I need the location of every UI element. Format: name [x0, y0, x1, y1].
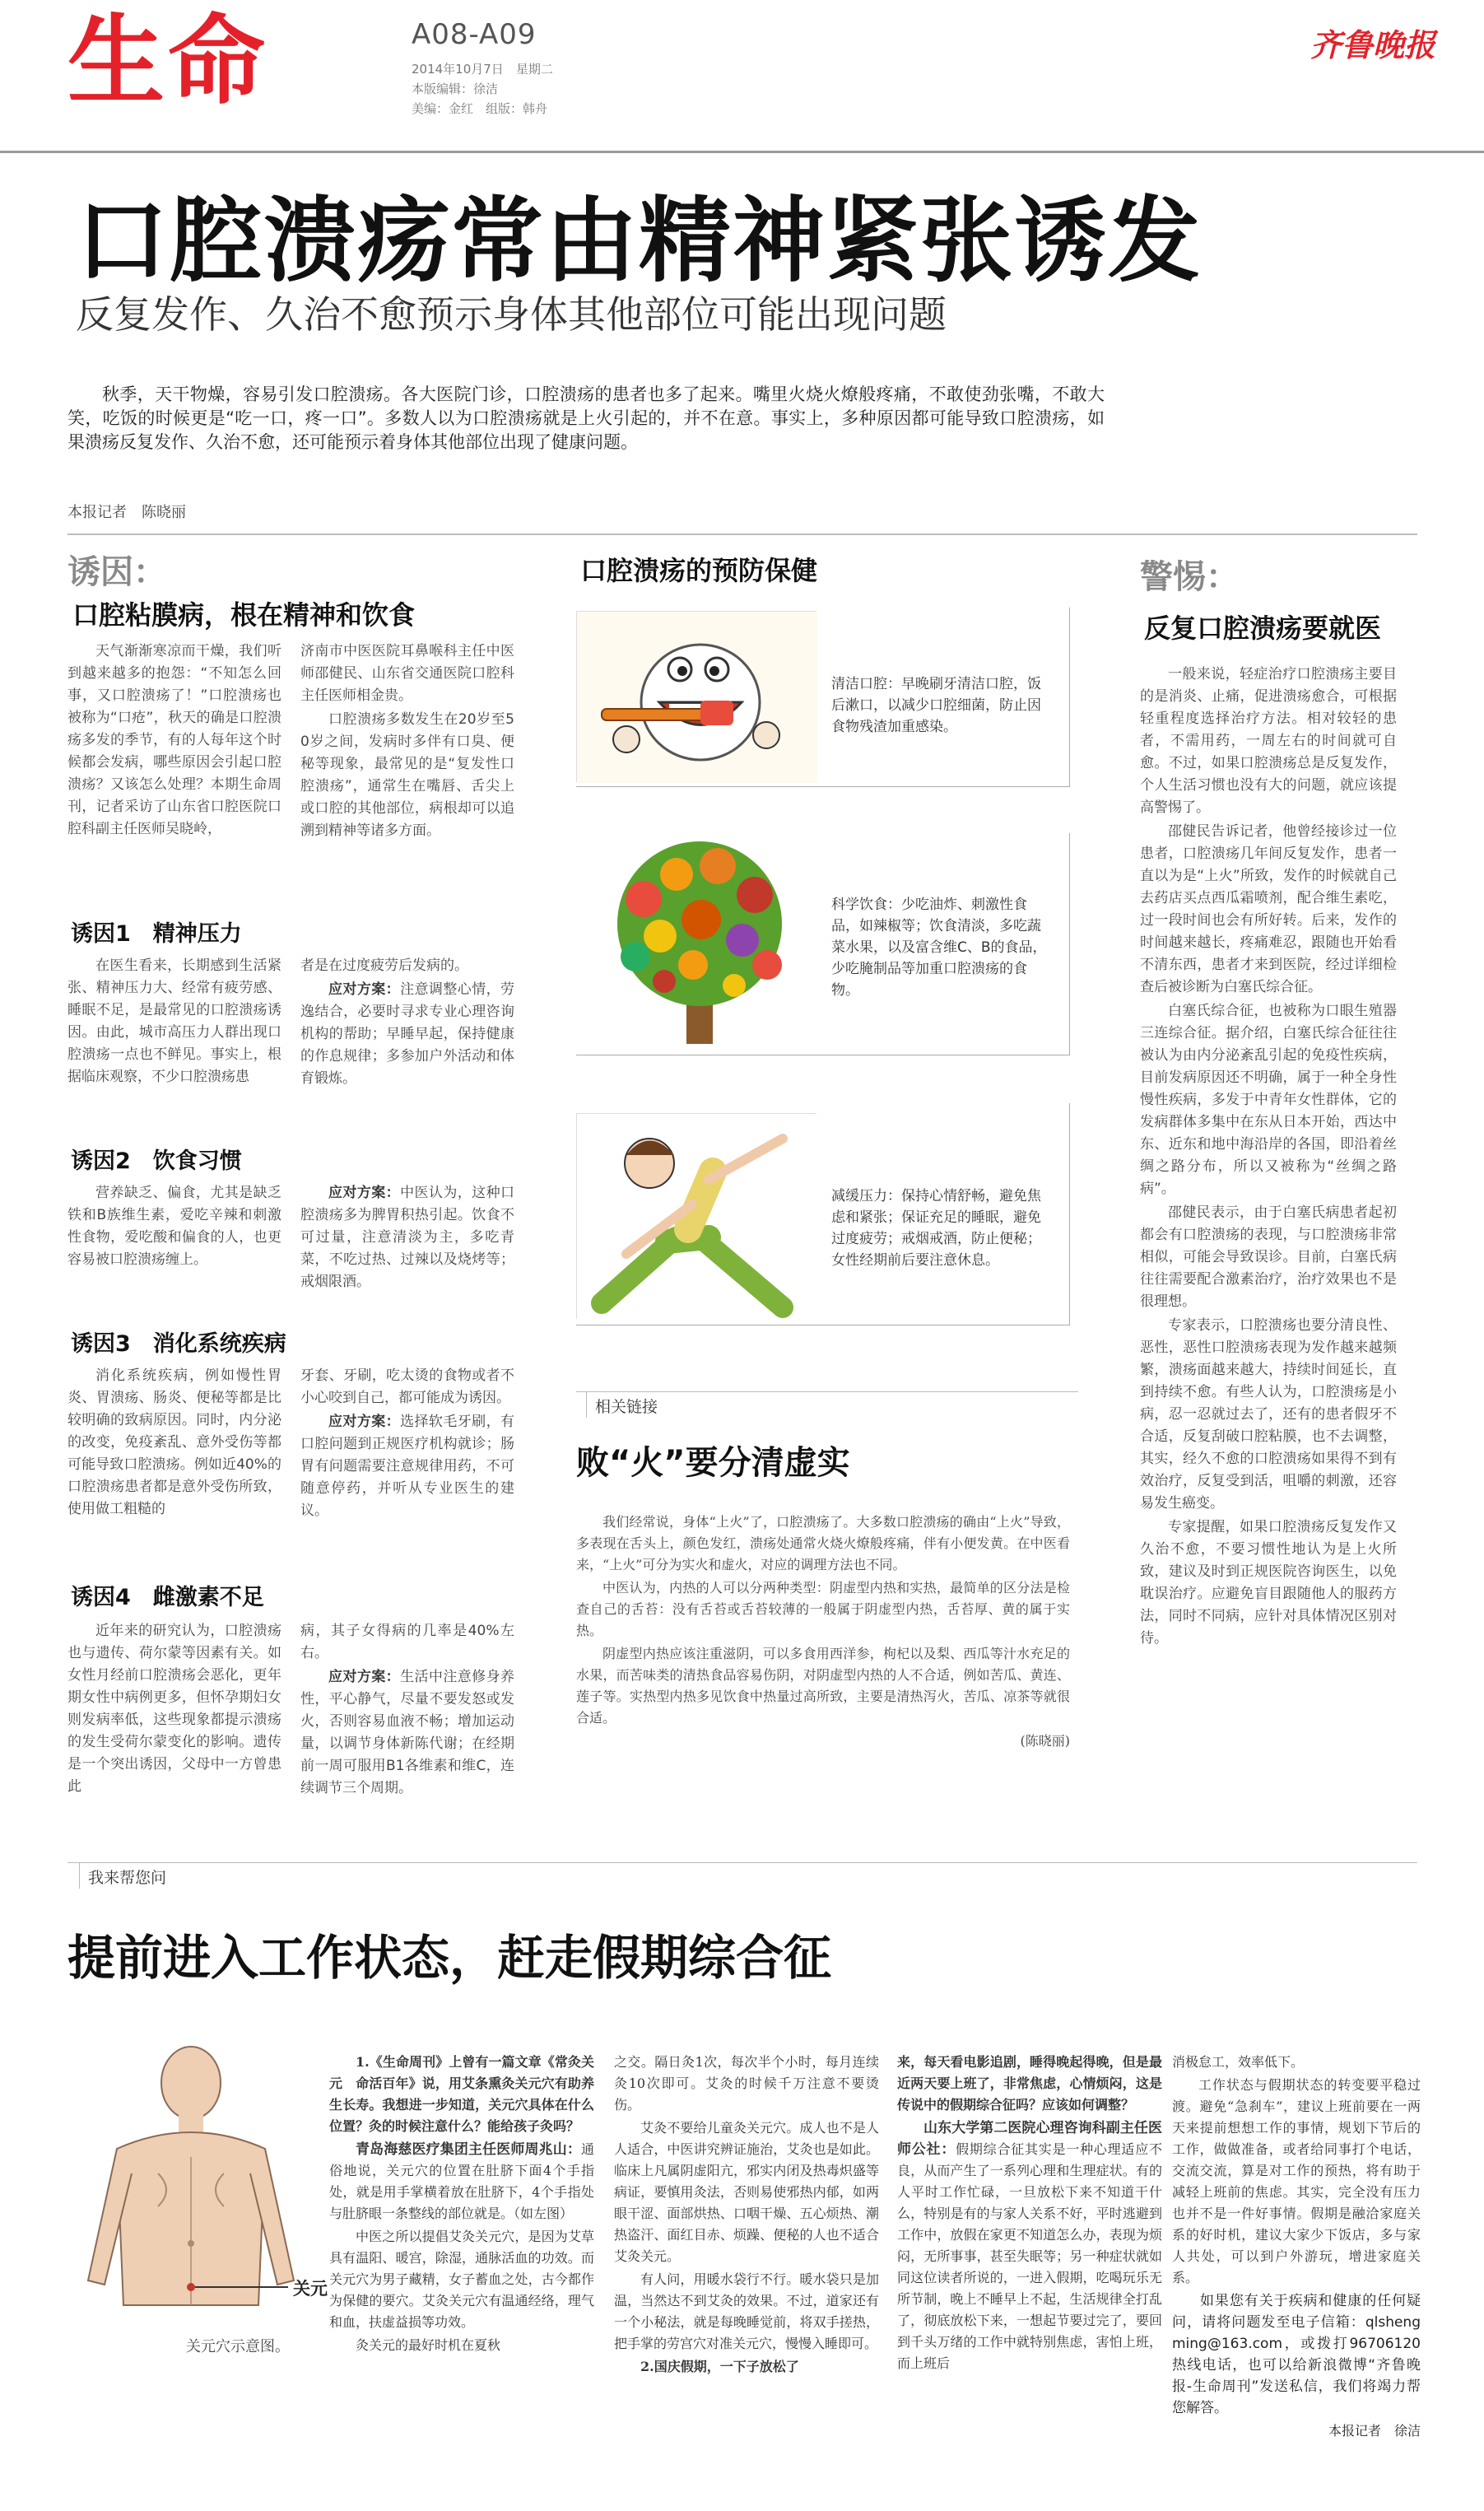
solution-label: 应对方案：: [328, 1669, 401, 1685]
section-title: 生命: [67, 4, 269, 118]
contact-info: 如果您有关于疾病和健康的任何疑问，请将问题发至电子信箱：qlshengming@163.com，或拨打96706120热线电话，也可以给新浪微博“齐鲁晚报-生命周刊”发送私信，我们将竭力帮您解答。: [1172, 2293, 1421, 2416]
article-byline: 本报记者 陈晓丽: [67, 504, 186, 521]
left-heading: 口腔粘膜病，根在精神和饮食: [72, 599, 416, 631]
right-paragraph: 专家表示，口腔溃疡也要分清良性、恶性，恶性口腔溃疡表现为发作越来越频繁，溃疡面越来越大，持续时间延长，直到持续不愈。有些人认为，口腔溃疡是小病，忍一忍就过去了，还有的患者假牙不合适，反复刮破口腔粘膜，也不去调整，其实，经久不愈的口腔溃疡如果得不到有效治疗，反复受到活，咀嚼的刺激，还容易发生癌变。: [1140, 1317, 1397, 1512]
solution-text: 中医认为，这种口腔溃疡多为脾胃积热引起。饮食不可过量，注意清淡为主，多吃青菜，不吃过热、过辣以及烧烤等；戒烟限酒。: [300, 1185, 515, 1290]
tip1-text: 清洁口腔：早晚刷牙清洁口腔，饭后漱口，以减少口腔细菌，防止因食物残渣加重感染。: [831, 676, 1041, 735]
related-paragraph: 中医认为，内热的人可以分两种类型：阴虚型内热和实热，最简单的区分法是检查自己的舌苔：没有舌苔或舌苔较薄的一般属于阴虚型内热，舌苔厚、黄的属于实热。: [576, 1580, 1070, 1638]
right-paragraph: 一般来说，轻症治疗口腔溃疡主要目的是消炎、止痛，促进溃疡愈合，可根据轻重程度选择治疗方法。相对较轻的患者，不需用药，一周左右的时间就可自愈。不过，如果口腔溃疡总是反复发作，个人生活习惯也没有大的问题，就应该提高警惕了。: [1140, 666, 1397, 816]
figure-caption: 关元穴示意图。: [186, 2338, 290, 2355]
cause-paragraph: 消化系统疾病，例如慢性胃炎、胃溃疡、肠炎、便秘等都是比较明确的致病原因。同时，内分泌的改变，免疫紊乱、意外受伤等都可能导致口腔溃疡。例如近40%的口腔溃疡患者都是意外受伤所致，使用做工粗糙的: [67, 1367, 281, 1517]
intro-paragraph: 济南市中医医院耳鼻喉科主任中医师邵健民、山东省交通医院口腔科主任医师相金贵。: [300, 643, 514, 704]
stretching-illustration: [576, 1113, 816, 1319]
answer-text: 中医之所以提倡艾灸关元穴，是因为艾草具有温阳、暖宫，除湿，通脉活血的功效。而关元穴为男子藏精，女子蓄血之处，古今都作为保健的要穴。艾灸关元穴有温通经络，理气和血，扶虚益损等功效。: [329, 2229, 594, 2330]
cause4-text-a: [67, 1620, 281, 1800]
intro-paragraph: 天气渐渐寒凉而干燥，我们听到越来越多的抱怨：“不知怎么回事，又口腔溃疡了！”口腔溃疡也被称为“口疮”，秋天的确是口腔溃疡多发的季节，有的人每年这个时候都会发病，哪些原因会引起口腔溃疡？又该怎么处理？本期生命周刊，记者采访了山东省口腔医院口腔科副主任医师吴晓岭，: [67, 643, 281, 837]
cause-paragraph: 营养缺乏、偏食，尤其是缺乏铁和B族维生素，爱吃辛辣和刺激性食物，爱吃酸和偏食的人，也更容易被口腔溃疡缠上。: [67, 1185, 281, 1268]
page-numbers: A08-A09: [412, 18, 537, 51]
intro-paragraph: 口腔溃疡多数发生在20岁至50岁之间，发病时多伴有口臭、便秘等现象，最常见的是“复发性口腔溃疡”，通常生在嘴唇、舌尖上或口腔的其他部位，病根却可以追溯到精神等诸多方面。: [300, 711, 514, 839]
left-tag: 诱因：: [67, 553, 166, 591]
acupoint-label: 关元: [293, 2279, 328, 2299]
answer-text: 之交。隔日灸1次，每次半个小时，每月连续灸10次即可。艾灸的时候千万注意不要烫伤。: [614, 2054, 879, 2113]
left-intro-a: [67, 641, 281, 842]
related-paragraph: 阴虚型内热应该注重滋阴，可以多食用西洋参，枸杞以及梨、西瓜等汁水充足的水果，而苦味类的清热食品容易伤阴，对阴虚型内热的人不合适，例如苦瓜、黄连、莲子等。实热型内热多见饮食中热量过高所致，主要是清热泻火，苦瓜、凉茶等就很合适。: [576, 1646, 1070, 1726]
masthead-rule: [0, 151, 1484, 153]
cause1-title: 诱因1 精神压力: [71, 921, 242, 947]
prevention-title: 口腔溃疡的预防保健: [580, 555, 818, 586]
bottom-tag: 我来帮您问: [79, 1862, 174, 1889]
answer-text: 假期综合征其实是一种心理适应不良，从而产生了一系列心理和生理症状。有的人平时工作忙碌，一旦放松下来不知道干什么，特别是有的与家人关系不好，平时逃避到工作中，放假在家更不知道怎么办，表现为烦闷，无所事事，甚至失眠等；另一种症状就如同这位读者所说的，一进入假期，吃喝玩乐无所节制，晚上不睡早上不起，生活规律全打乱了，彻底放松下来，一想起节要过完了，要回到千头万绪的工作中就特别焦虑，害怕上班，而上班后: [897, 2141, 1162, 2371]
answerer: 山东大学第二医院心理咨询科副主任医师公社：: [897, 2120, 1162, 2158]
cause2-title: 诱因2 饮食习惯: [71, 1148, 242, 1174]
cause3-text-a: [67, 1365, 281, 1522]
right-heading: 反复口腔溃疡要就医: [1144, 613, 1382, 644]
answer-text: 消极怠工，效率低下。: [1172, 2054, 1305, 2070]
fruit-tree-illustration: [586, 833, 813, 1049]
question-text: 1.《生命周刊》上曾有一篇文章《常灸关元 命活百年》说，用艾条熏灸关元穴有助养生长寿。我想进一步知道，关元穴具体在什么位置？灸的时候注意什么？能给孩子灸吗？: [329, 2054, 594, 2134]
solution-label: 应对方案：: [328, 1185, 401, 1201]
tip2-text: 科学饮食：少吃油炸、刺激性食品，如辣椒等；饮食清淡，多吃蔬菜水果，以及富含维C、B的食品，少吃腌制品等加重口腔溃疡的食物。: [831, 897, 1047, 999]
issue-date: 2014年10月7日: [412, 62, 504, 77]
related-title: 败“火”要分清虚实: [576, 1444, 850, 1482]
cause4-text-b: [300, 1620, 514, 1801]
cause-paragraph: 病，其子女得病的几率是40%左右。: [300, 1623, 514, 1661]
solution-text: 生活中注意修身养性，平心静气，尽量不要发怒或发火，否则容易血液不畅；增加运动量，以调节身体新陈代谢；在经期前一周可服用B1各维素和维C，连续调节三个周期。: [300, 1669, 515, 1796]
art-editor: 美编：金红: [412, 101, 474, 116]
cause-paragraph: 者是在过度疲劳后发病的。: [300, 957, 468, 974]
layout-editor: 组版：韩舟: [486, 101, 548, 116]
bottom-signature: 本报记者 徐洁: [1328, 2423, 1421, 2439]
answer-text: 工作状态与假期状态的转变要平稳过渡。避免“急刹车”，建议上班前要在一两天来提前想想工作的事情，规划下节后的工作，做做准备，或者给同事打个电话，交流交流，算是对工作的预热，将有助于减轻上班前的焦虑。其实，完全没有压力也并不是一件好事情。假期是融洽家庭关系的好时机，建议大家少下饭店，多与家人共处，可以到户外游玩，增进家庭关系。: [1172, 2077, 1421, 2285]
right-paragraph: 邵健民表示，由于白塞氏病患者起初都会有口腔溃疡的表现，与口腔溃疡非常相似，可能会导致误诊。目前，白塞氏病往往需要配合激素治疗，治疗效果也不是很理想。: [1140, 1204, 1397, 1310]
question-text: 来，每天看电影追剧，睡得晚起得晚，但是最近两天要上班了，非常焦虑，心情烦闷，这是传说中的假期综合征吗？应该如何调整？: [897, 2054, 1162, 2113]
solution-text: 选择软毛牙刷，有口腔问题到正规医疗机构就诊；肠胃有问题需要注意规律用药，不可随意停药，并听从专业医生的建议。: [300, 1414, 515, 1519]
article-title: 口腔溃疡常由精神紧张诱发: [76, 188, 1202, 295]
right-body: [1140, 664, 1397, 1651]
bottom-col4: [1172, 2052, 1421, 2443]
related-paragraph: 我们经常说，身体“上火”了，口腔溃疡了。大多数口腔溃疡的确由“上火”导致，多表现在舌头上，颜色发红，溃疡处通常火烧火燎般疼痛，伴有小便发黄。在中医看来，“上火”可分为实火和虚火，对应的调理方法也不同。: [576, 1514, 1070, 1572]
bottom-title: 提前进入工作状态，赶走假期综合征: [67, 1930, 832, 1986]
answer-text: 有人问，用暖水袋行不行。暖水袋只是加温，当然达不到艾灸的效果。不过，道家还有一个小秘法，就是每晚睡觉前，将双手搓热，把手掌的劳宫穴对准关元穴，慢慢入睡即可。: [614, 2271, 879, 2351]
page-editor: 本版编辑：徐洁: [412, 82, 499, 96]
bottom-tag-rule: [67, 1862, 1417, 1863]
related-body: [576, 1512, 1070, 1754]
article-lead: [67, 383, 1105, 456]
tooth-brushing-illustration: [576, 611, 816, 782]
question-text: 2.国庆假期，一下子放松了: [640, 2359, 799, 2374]
right-paragraph: 专家提醒，如果口腔溃疡反复发作又久治不愈，不要习惯性地认为是上火所致，建议及时到正规医院咨询医生，以免耽误治疗。应避免盲目跟随他人的服药方法，同时不同病，应针对具体情况区别对待。: [1140, 1519, 1397, 1647]
cause2-text-b: [300, 1182, 514, 1295]
cause3-text-b: [300, 1365, 514, 1524]
bottom-col3: [897, 2052, 1162, 2376]
article-subtitle: 反复发作、久治不愈预示身体其他部位可能出现问题: [76, 292, 947, 337]
tip3-text: 减缓压力：保持心情舒畅，避免焦虑和紧张；保证充足的睡眠，避免过度疲劳；戒烟戒酒，防止便秘；女性经期前后要注意休息。: [831, 1188, 1041, 1269]
issue-info: [412, 59, 553, 119]
bottom-col1: [329, 2052, 594, 2358]
answerer: 青岛海慈医疗集团主任医师周兆山：: [356, 2141, 581, 2158]
solution-label: 应对方案：: [328, 1414, 401, 1430]
right-tag: 警惕：: [1140, 558, 1239, 596]
cause1-text-b: [300, 955, 514, 1092]
solution-text: 注意调整心情，劳逸结合，必要时寻求专业心理咨询机构的帮助；早睡早起，保持健康的作息规律；多参加户外活动和体育锻炼。: [300, 981, 515, 1087]
bottom-col2: [614, 2052, 879, 2379]
cause3-title: 诱因3 消化系统疾病: [71, 1331, 286, 1357]
cause-paragraph: 在医生看来，长期感到生活紧张、精神压力大、经常有疲劳感、睡眠不足，是最常见的口腔溃疡诱因。由此，城市高压力人群出现口腔溃疡一点也不鲜见。事实上，根据临床观察，不少口腔溃疡患: [67, 957, 281, 1085]
cause2-text-a: [67, 1182, 281, 1273]
right-paragraph: 邵健民告诉记者，他曾经接诊过一位患者，口腔溃疡几年间反复发作，患者一直以为是“上火”所致，发作的时候就自己去药店买点西瓜霜喷剂，配合维生素吃，过一段时间也会有所好转。后来，发作的时间越来越长，疼痛难忍，跟随也开始看不清东西，患者才来到医院，经过详细检查后被诊断为白塞氏综合征。: [1140, 823, 1397, 995]
right-paragraph: 白塞氏综合征，也被称为口眼生殖器三连综合征。据介绍，白塞氏综合征往往被认为由内分泌紊乱引起的免疫性疾病，目前发病原因还不明确，属于一种全身性慢性疾病，多发于中青年女性群体，它的发病群体多集中在东从日本开始，西达中东、近东和地中海沿岸的各国，即沿着丝绸之路分布，所以又被称为“丝绸之路病”。: [1140, 1003, 1397, 1197]
related-signature: (陈晓丽): [1020, 1733, 1070, 1749]
related-tag: 相关链接: [586, 1391, 666, 1418]
cause-paragraph: 近年来的研究认为，口腔溃疡也与遗传、荷尔蒙等因素有关。如女性月经前口腔溃疡会恶化，更年期女性中病例更多，但怀孕期妇女则发病率低，这些现象都提示溃疡的发生受荷尔蒙变化的影响。遗传是一个突出诱因，父母中一方曾患此: [67, 1623, 281, 1795]
answer-text: 灸关元的最好时机在夏秋: [356, 2337, 501, 2353]
lead-rule: [67, 533, 1417, 535]
answer-text: 通俗地说，关元穴的位置在肚脐下面4个手指处，就是用手掌横着放在肚脐下，4个手指处与肚脐眼一条整线的部位就是。（如左图）: [329, 2141, 594, 2221]
answer-text: 艾灸不要给儿童灸关元穴。成人也不是人人适合，中医讲究辨证施治，艾灸也是如此。临床上凡属阴虚阳亢，邪实内闭及热毒炽盛等病证，要慎用灸法，否则易使邪热内郁，如两眼干涩、面部烘热、口咽干燥、五心烦热、潮热盗汗、面红目赤、烦躁、便秘的人也不适合艾灸关元。: [614, 2120, 879, 2264]
cause4-title: 诱因4 雌激素不足: [71, 1585, 264, 1610]
left-intro-b: [300, 641, 514, 844]
solution-label: 应对方案：: [328, 981, 401, 998]
cause1-text-a: [67, 955, 281, 1090]
lead-paragraph: 秋季，天干物燥，容易引发口腔溃疡。各大医院门诊，口腔溃疡的患者也多了起来。嘴里火烧火燎般疼痛，不敢使劲张嘴，不敢大笑，吃饭的时候更是“吃一口，疼一口”。多数人以为口腔溃疡就是上火引起的，并不在意。事实上，多种原因都可能导致口腔溃疡，如果溃疡反复发作、久治不愈，还可能预示着身体其他部位出现了健康问题。: [67, 384, 1105, 452]
newspaper-logo: 齐鲁晚报: [1310, 26, 1436, 63]
acupoint-figure: [67, 2033, 323, 2330]
issue-weekday: 星期二: [515, 62, 553, 77]
cause-paragraph: 牙套、牙刷，吃太烫的食物或者不小心咬到自己，都可能成为诱因。: [300, 1367, 514, 1406]
